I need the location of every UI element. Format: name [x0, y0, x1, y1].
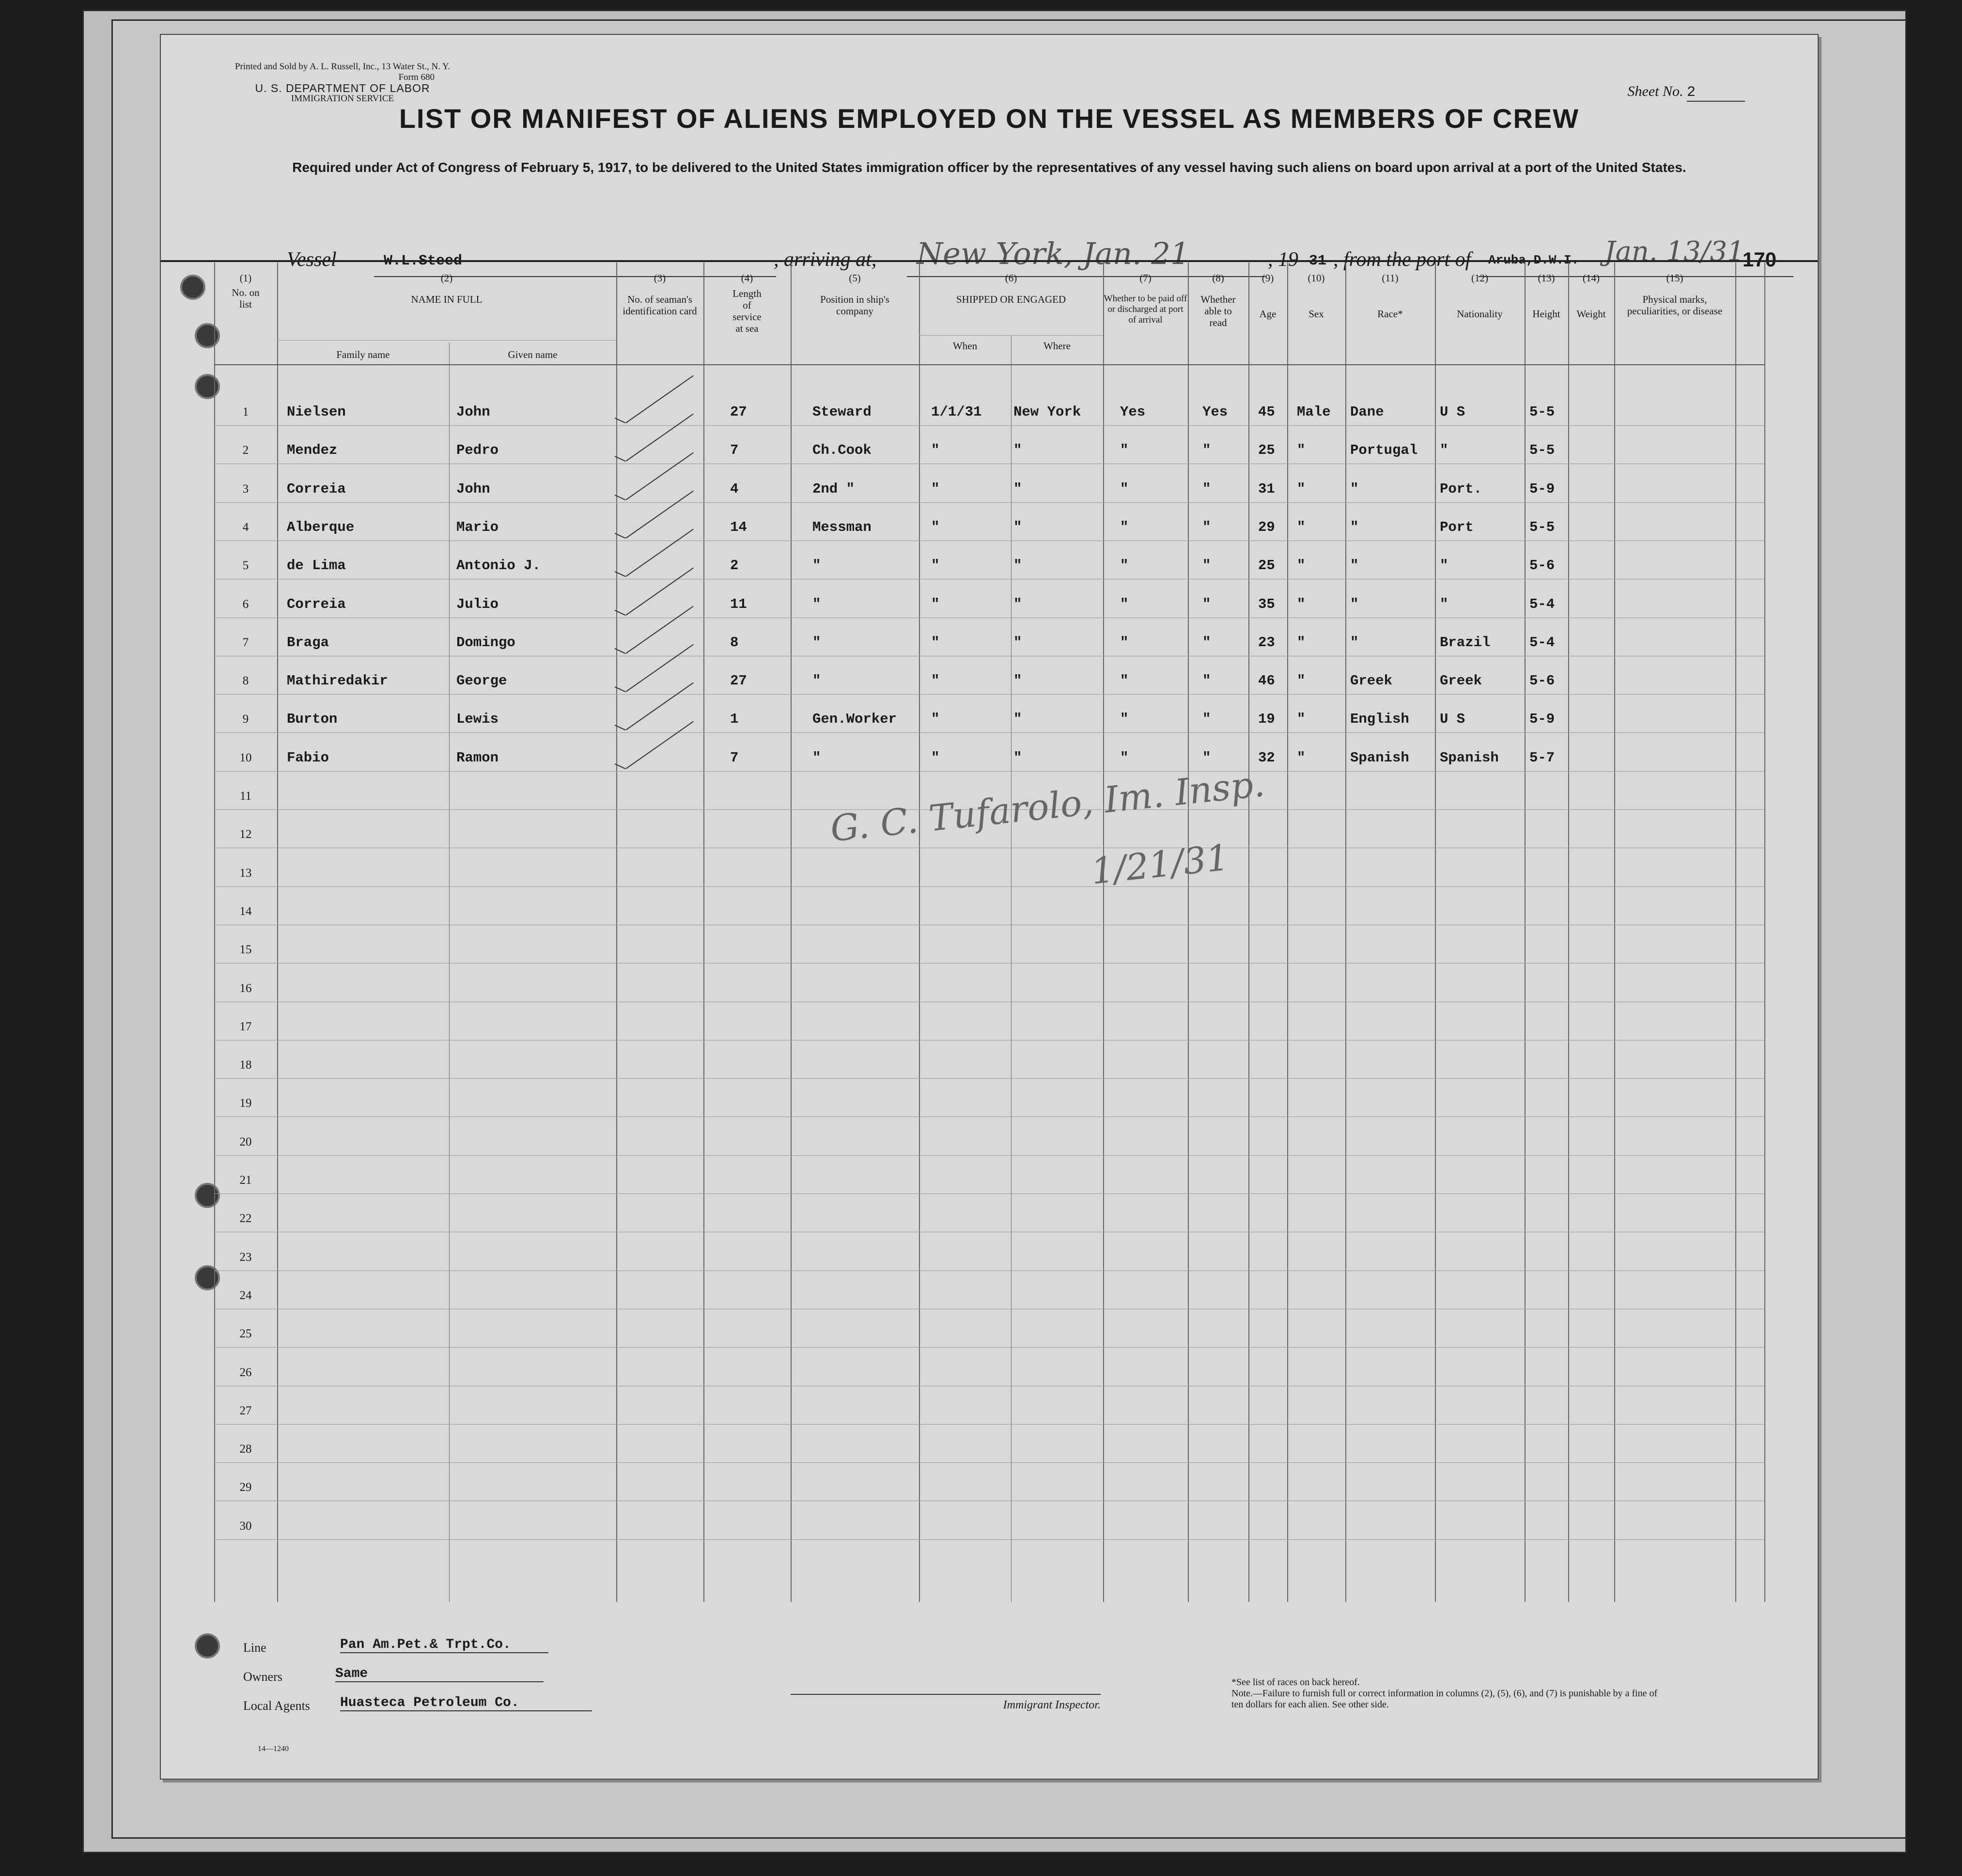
col-label: Whether able to read: [1200, 294, 1236, 328]
row-rule: [214, 425, 1764, 426]
cell-paid-off: ": [1120, 481, 1129, 497]
owners-label: Owners: [243, 1670, 282, 1684]
col-label: SHIPPED OR ENGAGED: [956, 294, 1066, 305]
checkmark-icon: [625, 605, 693, 653]
line-value: Pan Am.Pet.& Trpt.Co.: [340, 1637, 548, 1653]
cell-read: ": [1202, 481, 1211, 497]
row-rule: [214, 1424, 1764, 1425]
vessel-label: Vessel: [287, 248, 337, 271]
row-number: 19: [239, 1097, 252, 1110]
cell-race: ": [1350, 519, 1359, 535]
row-number: 15: [239, 943, 252, 957]
line-label: Line: [243, 1641, 266, 1655]
cell-given: Ramon: [456, 749, 499, 766]
column-divider: [449, 342, 450, 1602]
cell-sex: Male: [1297, 404, 1331, 420]
col-header-name: [277, 272, 616, 305]
header-bottom-rule: [214, 364, 1764, 365]
vessel-name: W.L.Steed: [384, 253, 463, 269]
col-header-sex: [1287, 272, 1345, 320]
checkmark-icon: [625, 375, 693, 423]
crew-table: [161, 263, 1818, 1602]
cell-family: Mathiredakir: [287, 673, 388, 689]
checkmark-icon: [625, 491, 693, 539]
cell-sex: ": [1297, 749, 1306, 766]
row-rule: [214, 502, 1764, 503]
cell-height: 5-6: [1529, 673, 1555, 689]
column-divider: [1011, 335, 1012, 1602]
cell-when: ": [931, 634, 940, 651]
printer-line: Printed and Sold by A. L. Russell, Inc., 13 Water St., N. Y.: [234, 62, 451, 72]
footnote-races: *See list of races on back hereof.: [1231, 1677, 1360, 1688]
cell-age: 45: [1258, 404, 1275, 420]
col-header-no: [214, 272, 277, 310]
cell-given: Mario: [456, 519, 499, 535]
cell-nationality: U S: [1440, 404, 1465, 420]
cell-paid-off: ": [1120, 711, 1129, 728]
row-number: 7: [242, 636, 249, 649]
cell-given: Julio: [456, 596, 499, 612]
cell-service: 14: [730, 519, 747, 535]
cell-sex: ": [1297, 711, 1306, 728]
cell-nationality: U S: [1440, 711, 1465, 728]
cell-height: 5-7: [1529, 749, 1555, 766]
row-number: 29: [239, 1481, 252, 1494]
row-number: 27: [239, 1404, 252, 1417]
cell-service: 27: [730, 673, 747, 689]
family-name-header: Family name: [336, 349, 390, 360]
cell-read: ": [1202, 558, 1211, 574]
cell-when: ": [931, 519, 940, 535]
col-header-weight: [1568, 272, 1614, 320]
row-number: 9: [242, 713, 249, 726]
cell-service: 2: [730, 558, 739, 574]
cell-when: ": [931, 711, 940, 728]
cell-read: ": [1202, 711, 1211, 728]
cell-age: 23: [1258, 634, 1275, 651]
col-num: (9): [1261, 272, 1274, 284]
row-number: 26: [239, 1365, 252, 1379]
cell-when: ": [931, 749, 940, 766]
cell-age: 35: [1258, 596, 1275, 612]
col-header-age: [1248, 272, 1287, 320]
cell-given: Lewis: [456, 711, 499, 728]
col-label: Nationality: [1457, 308, 1503, 320]
row-number: 12: [239, 828, 252, 841]
cell-position: Ch.Cook: [812, 442, 872, 459]
cell-service: 7: [730, 749, 739, 766]
row-rule: [214, 1078, 1764, 1079]
cell-age: 25: [1258, 558, 1275, 574]
cell-nationality: ": [1440, 442, 1448, 459]
col-label: No. on list: [232, 287, 260, 310]
col-header-position: [791, 272, 919, 317]
cell-sex: ": [1297, 634, 1306, 651]
col-header-shipped: [919, 272, 1103, 305]
col-label: Whether to be paid off or discharged at port of arrival: [1104, 294, 1187, 325]
col-num: (3): [654, 272, 666, 284]
cell-service: 8: [730, 634, 739, 651]
cell-paid-off: ": [1120, 558, 1129, 574]
cell-when: ": [931, 442, 940, 459]
cell-when: ": [931, 481, 940, 497]
col-num: (12): [1471, 272, 1488, 284]
cell-where: ": [1013, 749, 1022, 766]
col-num: (8): [1212, 272, 1224, 284]
cell-position: ": [812, 749, 821, 766]
cell-paid-off: Yes: [1120, 404, 1146, 420]
cell-service: 7: [730, 442, 739, 459]
cell-position: ": [812, 558, 821, 574]
cell-race: ": [1350, 634, 1359, 651]
checkmark-icon: [625, 567, 693, 615]
cell-sex: ": [1297, 596, 1306, 612]
manifest-page: [160, 34, 1819, 1780]
row-number: 25: [239, 1327, 252, 1341]
col-label: Length of service at sea: [732, 288, 762, 334]
cell-position: 2nd ": [812, 481, 855, 497]
row-number: 10: [239, 751, 252, 764]
col-label: Sex: [1308, 308, 1324, 320]
column-divider: [1764, 263, 1765, 1602]
cell-paid-off: ": [1120, 634, 1129, 651]
col-header-service: [703, 272, 791, 334]
cell-read: Yes: [1202, 404, 1228, 420]
col-num: (2): [440, 272, 453, 284]
col-header-id-card: [616, 272, 703, 317]
row-number: 11: [239, 790, 252, 803]
name-subheader-rule: [277, 340, 616, 341]
row-rule: [214, 886, 1764, 887]
cell-nationality: Port.: [1440, 481, 1482, 497]
col-num: (1): [239, 272, 252, 284]
row-rule: [214, 1539, 1764, 1540]
cell-sex: ": [1297, 558, 1306, 574]
cell-family: Fabio: [287, 749, 329, 766]
cell-where: ": [1013, 519, 1022, 535]
col-label: Height: [1532, 308, 1560, 320]
cell-height: 5-6: [1529, 558, 1555, 574]
from-port: Aruba,D.W.I.: [1488, 253, 1579, 267]
col-label: No. of seaman's identification card: [623, 294, 697, 317]
signature-date: 1/21/31: [1089, 837, 1231, 893]
cell-where: ": [1013, 596, 1022, 612]
cell-family: Alberque: [287, 519, 355, 535]
given-name-header: Given name: [508, 349, 558, 360]
agents-value: Huasteca Petroleum Co.: [340, 1695, 592, 1711]
cell-nationality: ": [1440, 558, 1448, 574]
cell-sex: ": [1297, 519, 1306, 535]
cell-family: Correia: [287, 481, 346, 497]
cell-service: 1: [730, 711, 739, 728]
cell-service: 4: [730, 481, 739, 497]
form-code: 14—1240: [258, 1745, 289, 1753]
inspector-signature: G. C. Tufarolo, Im. Insp.: [828, 763, 1267, 850]
col-num: (15): [1666, 272, 1683, 284]
cell-age: 46: [1258, 673, 1275, 689]
col-num: (14): [1583, 272, 1600, 284]
row-rule: [214, 1347, 1764, 1348]
cell-height: 5-4: [1529, 634, 1555, 651]
cell-race: Portugal: [1350, 442, 1418, 459]
page-subtitle: Required under Act of Congress of February 5, 1917, to be delivered to the United States immigration officer by the representatives of any vessel having such aliens on board upon arrival at a port of the United States.: [292, 160, 1686, 175]
cell-when: ": [931, 596, 940, 612]
col-num: (7): [1139, 272, 1152, 284]
checkmark-icon: [625, 721, 693, 769]
cell-where: ": [1013, 481, 1022, 497]
cell-service: 11: [730, 596, 747, 612]
header-rule: [161, 260, 1818, 262]
row-rule: [214, 1116, 1764, 1117]
cell-when: 1/1/31: [931, 404, 982, 420]
cell-position: Steward: [812, 404, 872, 420]
col-label: NAME IN FULL: [411, 294, 483, 305]
row-number: 13: [239, 866, 252, 880]
cell-given: John: [456, 481, 490, 497]
cell-family: Burton: [287, 711, 338, 728]
cell-height: 5-9: [1529, 711, 1555, 728]
when-header: When: [952, 340, 978, 352]
row-number: 22: [239, 1212, 252, 1225]
sheet-number: [1628, 83, 1745, 102]
cell-where: ": [1013, 634, 1022, 651]
col-num: (6): [1005, 272, 1017, 284]
row-rule: [214, 1462, 1764, 1463]
row-number: 2: [242, 444, 249, 457]
cell-height: 5-5: [1529, 404, 1555, 420]
cell-given: Pedro: [456, 442, 499, 459]
cell-paid-off: ": [1120, 442, 1129, 459]
agents-label: Local Agents: [243, 1699, 310, 1713]
cell-when: ": [931, 558, 940, 574]
checkmark-icon: [625, 682, 693, 730]
arriving-label: , arriving at,: [774, 248, 877, 271]
col-num: (4): [741, 272, 753, 284]
cell-nationality: Port: [1440, 519, 1474, 535]
footnote: [1231, 1677, 1667, 1710]
form-number: Form 680: [398, 72, 435, 82]
cell-race: Dane: [1350, 404, 1384, 420]
cell-family: Braga: [287, 634, 329, 651]
owners-value: Same: [335, 1666, 544, 1682]
cell-paid-off: ": [1120, 749, 1129, 766]
cell-service: 27: [730, 404, 747, 420]
cell-family: de Lima: [287, 558, 346, 574]
cell-position: Gen.Worker: [812, 711, 897, 728]
immigrant-inspector-line: Immigrant Inspector.: [791, 1694, 1101, 1712]
cell-where: ": [1013, 558, 1022, 574]
service-name: IMMIGRATION SERVICE: [291, 93, 394, 104]
row-number: 20: [239, 1135, 252, 1148]
row-number: 24: [239, 1288, 252, 1302]
col-header-height: [1525, 272, 1568, 320]
cell-read: ": [1202, 634, 1211, 651]
col-header-physical-marks: [1614, 272, 1735, 317]
row-rule: [214, 694, 1764, 695]
cell-read: ": [1202, 749, 1211, 766]
from-date: Jan. 13/31: [1604, 236, 1744, 267]
row-number: 14: [239, 904, 252, 918]
cell-family: Correia: [287, 596, 346, 612]
cell-position: ": [812, 634, 821, 651]
cell-family: Nielsen: [287, 404, 346, 420]
cell-height: 5-5: [1529, 519, 1555, 535]
cell-sex: ": [1297, 673, 1306, 689]
cell-age: 32: [1258, 749, 1275, 766]
row-number: 3: [242, 482, 249, 496]
cell-where: ": [1013, 711, 1022, 728]
row-number: 16: [239, 981, 252, 995]
cell-race: Spanish: [1350, 749, 1409, 766]
row-number: 23: [239, 1250, 252, 1264]
checkmark-icon: [625, 414, 693, 462]
cell-nationality: Spanish: [1440, 749, 1499, 766]
col-header-read: [1188, 272, 1248, 328]
cell-read: ": [1202, 442, 1211, 459]
checkmark-icon: [625, 452, 693, 500]
row-number: 6: [242, 597, 249, 611]
cell-position: Messman: [812, 519, 872, 535]
cell-given: John: [456, 404, 490, 420]
checkmark-icon: [625, 529, 693, 577]
page-number: 170: [1742, 248, 1776, 271]
cell-race: ": [1350, 481, 1359, 497]
cell-age: 25: [1258, 442, 1275, 459]
year-value: 31: [1309, 253, 1327, 269]
row-number: 4: [242, 520, 249, 534]
cell-age: 31: [1258, 481, 1275, 497]
cell-position: ": [812, 673, 821, 689]
cell-height: 5-4: [1529, 596, 1555, 612]
cell-given: Domingo: [456, 634, 515, 651]
cell-where: ": [1013, 673, 1022, 689]
col-label: Physical marks, peculiarities, or disease: [1627, 294, 1723, 317]
cell-paid-off: ": [1120, 673, 1129, 689]
col-num: (5): [849, 272, 861, 284]
from-label: , from the port of: [1333, 248, 1471, 271]
cell-read: ": [1202, 596, 1211, 612]
row-number: 8: [242, 674, 249, 688]
year-label: , 19: [1268, 248, 1298, 271]
cell-paid-off: ": [1120, 519, 1129, 535]
manifest-footer: [161, 1604, 1818, 1779]
row-number: 28: [239, 1442, 252, 1456]
cell-where: New York: [1013, 404, 1081, 420]
cell-age: 19: [1258, 711, 1275, 728]
row-number: 18: [239, 1058, 252, 1072]
row-number: 30: [239, 1519, 252, 1533]
cell-position: ": [812, 596, 821, 612]
cell-race: ": [1350, 558, 1359, 574]
col-header-race: [1345, 272, 1435, 320]
col-label: Race*: [1377, 308, 1403, 320]
arriving-port: New York, Jan. 21: [917, 236, 1190, 271]
sheet-value: 2: [1687, 84, 1745, 102]
row-rule: [214, 1155, 1764, 1156]
col-header-paid-off: [1103, 272, 1188, 326]
row-rule: [214, 771, 1764, 772]
cell-height: 5-9: [1529, 481, 1555, 497]
cell-family: Mendez: [287, 442, 338, 459]
footnote-penalty: Note.—Failure to furnish full or correct information in columns (2), (5), (6), and (7) is punishable by a fine of ten dollars for each alien. See other side.: [1231, 1688, 1658, 1710]
page-title: LIST OR MANIFEST OF ALIENS EMPLOYED ON THE VESSEL AS MEMBERS OF CREW: [399, 103, 1580, 134]
cell-race: Greek: [1350, 673, 1393, 689]
row-number: 21: [239, 1174, 252, 1187]
cell-height: 5-5: [1529, 442, 1555, 459]
cell-paid-off: ": [1120, 596, 1129, 612]
printer-imprint: [207, 62, 478, 104]
cell-race: English: [1350, 711, 1409, 728]
cell-given: Antonio J.: [456, 558, 541, 574]
col-label: Age: [1259, 308, 1277, 320]
col-label: Position in ship's company: [820, 294, 889, 317]
cell-race: ": [1350, 596, 1359, 612]
col-num: (11): [1382, 272, 1399, 284]
col-header-nationality: [1435, 272, 1525, 320]
cell-sex: ": [1297, 442, 1306, 459]
cell-nationality: ": [1440, 596, 1448, 612]
department-name: U. S. DEPARTMENT OF LABOR: [255, 82, 430, 94]
where-header: Where: [1043, 340, 1071, 352]
col-label: Weight: [1576, 308, 1606, 320]
row-number: 1: [242, 405, 249, 419]
cell-where: ": [1013, 442, 1022, 459]
cell-given: George: [456, 673, 507, 689]
row-number: 5: [242, 559, 249, 573]
cell-nationality: Brazil: [1440, 634, 1491, 651]
row-number: 17: [239, 1020, 252, 1033]
cell-when: ": [931, 673, 940, 689]
col-num: (13): [1538, 272, 1555, 284]
cell-read: ": [1202, 673, 1211, 689]
row-rule: [214, 732, 1764, 733]
cell-sex: ": [1297, 481, 1306, 497]
col-num: (10): [1308, 272, 1325, 284]
shipped-subheader-rule: [919, 335, 1103, 336]
cell-age: 29: [1258, 519, 1275, 535]
sheet-label: Sheet No.: [1627, 83, 1683, 99]
checkmark-icon: [625, 644, 693, 692]
cell-nationality: Greek: [1440, 673, 1482, 689]
cell-read: ": [1202, 519, 1211, 535]
